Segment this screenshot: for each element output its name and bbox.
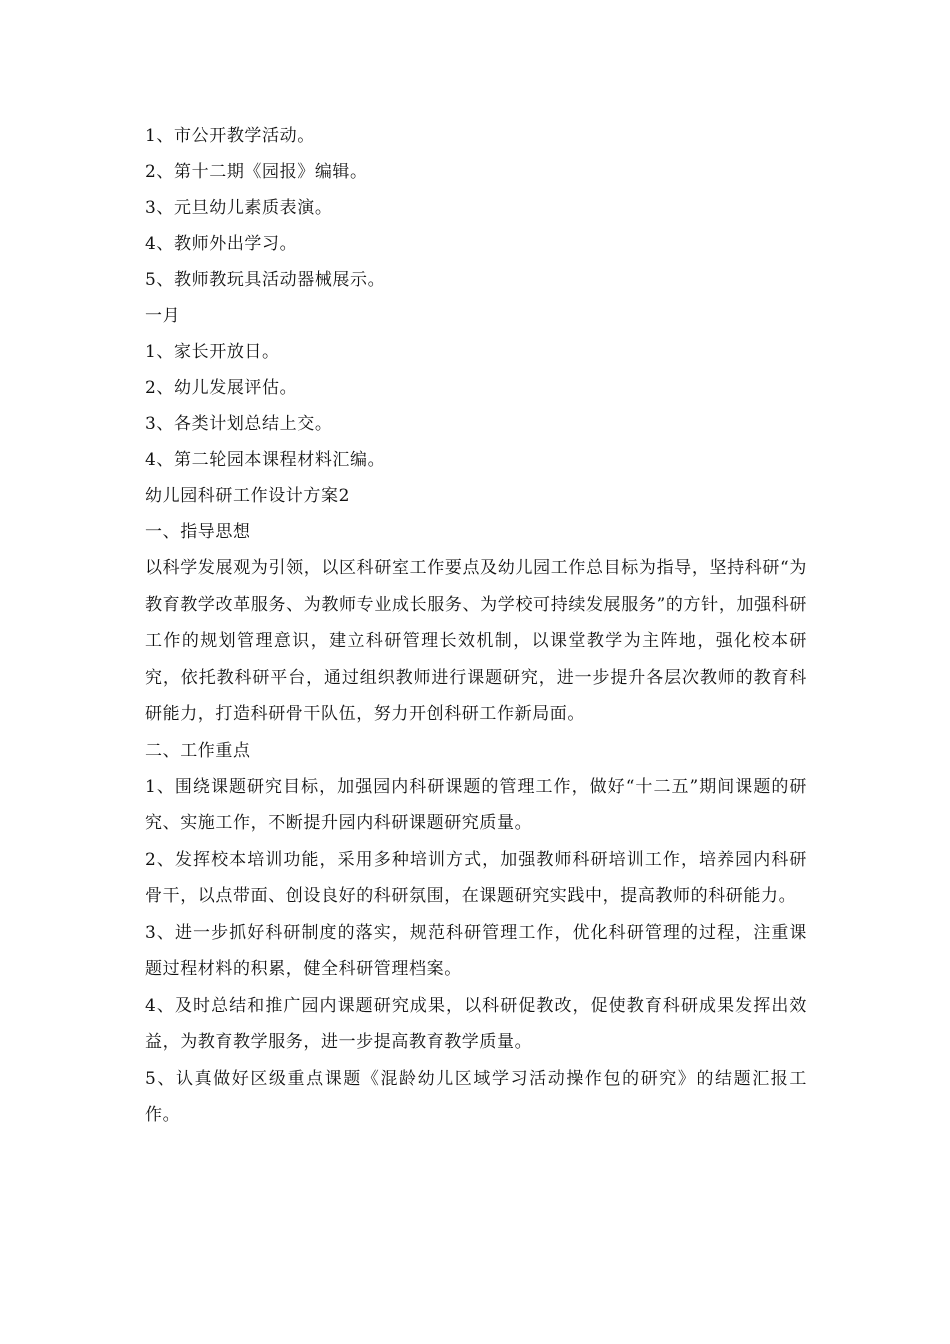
list-item: 1、市公开教学活动。 [145, 126, 315, 146]
document-body [145, 118, 807, 1134]
guiding-ideology-paragraph: 以科学发展观为引领，以区科研室工作要点及幼儿园工作总目标为指导，坚持科研“为教育教学改革服务、为教师专业成长服务、为学校可持续发展服务”的方针，加强科研工作的规划管理意识，建立科研管理长效机制，以课堂教学为主阵地，强化校本研究，依托教科研平台，通过组织教师进行课题研究，进一步提升各层次教师的教育科研能力，打造科研骨干队伍，努力开创科研工作新局面。 [145, 558, 807, 724]
list-item: 5、教师教玩具活动器械展示。 [145, 270, 386, 290]
work-focus-item: 4、及时总结和推广园内课题研究成果，以科研促教改，促使教育科研成果发挥出效益，为教育教学服务，进一步提高教育教学质量。 [145, 995, 807, 1052]
section-heading-work-focus: 二、工作重点 [145, 740, 251, 761]
list-item: 2、第十二期《园报》编辑。 [145, 162, 368, 182]
list-item: 3、各类计划总结上交。 [145, 414, 333, 434]
month-heading-january: 一月 [145, 306, 181, 326]
list-item: 2、幼儿发展评估。 [145, 378, 298, 398]
work-focus-item: 1、围绕课题研究目标，加强园内科研课题的管理工作，做好“十二五”期间课题的研究、实施工作，不断提升园内科研课题研究质量。 [145, 776, 807, 833]
section-heading-guiding-ideology: 一、指导思想 [145, 522, 251, 542]
work-focus-item: 3、进一步抓好科研制度的落实，规范科研管理工作，优化科研管理的过程，注重课题过程材料的积累，健全科研管理档案。 [145, 922, 807, 979]
list-item: 4、教师外出学习。 [145, 234, 298, 254]
list-item: 3、元旦幼儿素质表演。 [145, 198, 333, 218]
document-title: 幼儿园科研工作设计方案2 [145, 486, 351, 506]
list-item: 1、家长开放日。 [145, 342, 280, 362]
work-focus-item: 2、发挥校本培训功能，采用多种培训方式，加强教师科研培训工作，培养园内科研骨干，以点带面、创设良好的科研氛围，在课题研究实践中，提高教师的科研能力。 [145, 849, 807, 906]
work-focus-item: 5、认真做好区级重点课题《混龄幼儿区域学习活动操作包的研究》的结题汇报工作。 [145, 1068, 807, 1125]
list-item: 4、第二轮园本课程材料汇编。 [145, 450, 386, 470]
